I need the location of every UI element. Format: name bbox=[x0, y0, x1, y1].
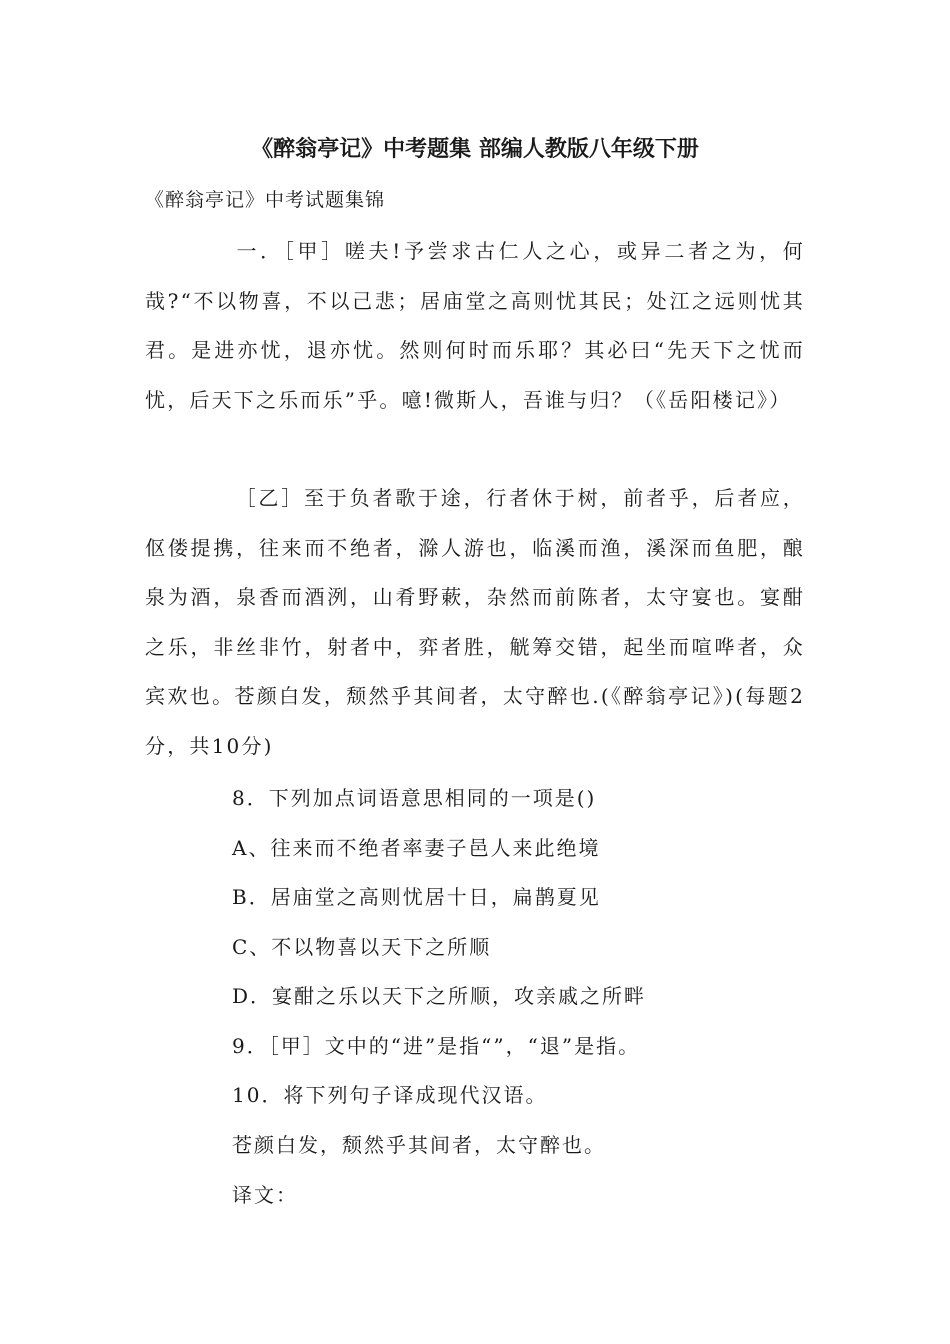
question-8-option-a: A、往来而不绝者率妻子邑人来此绝境 bbox=[232, 836, 601, 860]
question-8-option-c: C、不以物喜以天下之所顺 bbox=[232, 935, 492, 959]
question-8: 8．下列加点词语意思相同的一项是() bbox=[232, 786, 597, 810]
question-9: 9．［甲］文中的“进”是指“”，“退”是指。 bbox=[232, 1034, 641, 1058]
question-10-answer-label: 译文： bbox=[232, 1183, 298, 1207]
document-subtitle: 《醉翁亭记》中考试题集锦 bbox=[145, 189, 386, 211]
passage-yi bbox=[145, 474, 805, 771]
question-8-option-d: D．宴酣之乐以天下之所顺，攻亲戚之所畔 bbox=[232, 984, 647, 1008]
question-10: 10．将下列句子译成现代汉语。 bbox=[232, 1083, 548, 1107]
document-title: 《醉翁亭记》中考题集 部编人教版八年级下册 bbox=[251, 137, 699, 162]
passage-jia bbox=[145, 227, 805, 425]
question-8-option-b: B．居庙堂之高则忧居十日，扁鹊夏见 bbox=[232, 885, 601, 909]
passage-yi-text: ［乙］至于负者歌于途，行者休于树，前者乎，后者应，伛偻提携，往来而不绝者，滁人游也，临溪而渔，溪深而鱼肥，酿泉为酒，泉香而酒洌，山肴野蔌，杂然而前陈者，太守宴也。宴酣之乐，非丝非竹，射者中，弈者胜，觥筹交错，起坐而喧哗者，众宾欢也。苍颜白发，颓然乎其间者，太守醉也.(《醉翁亭记》)(每题2分，共10分) bbox=[145, 486, 805, 758]
question-10-sentence: 苍颜白发，颓然乎其间者，太守醉也。 bbox=[232, 1133, 606, 1157]
passage-jia-text: 一．［甲］嗟夫!予尝求古仁人之心，或异二者之为，何哉?“不以物喜，不以己悲；居庙堂之高则忧其民；处江之远则忧其君。是进亦忧，退亦忧。然则何时而乐耶？其必曰“先天下之忧而忧，后天下之乐而乐”乎。噫!微斯人，吾谁与归？（《岳阳楼记》） bbox=[145, 239, 805, 412]
